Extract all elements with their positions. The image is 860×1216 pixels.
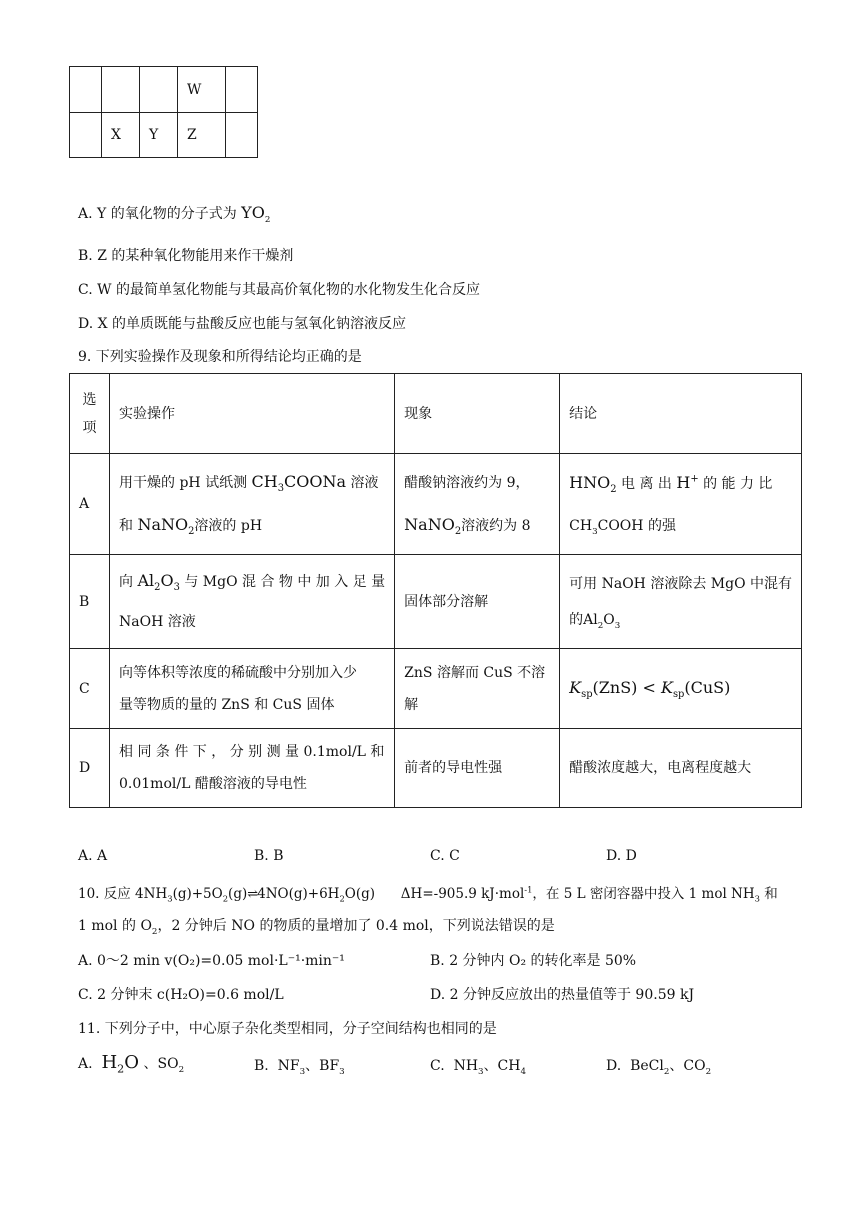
pt-cell xyxy=(226,113,258,158)
pt-cell-z: Z xyxy=(178,113,226,158)
q8-option-c: C. W 的最简单氢化物能与其最高价氧化物的水化物发生化合反应 xyxy=(78,282,480,298)
q9-title: 9. 下列实验操作及现象和所得结论均正确的是 xyxy=(78,349,362,365)
row-a-operation: 用干燥的 pH 试纸测 $CH_3COONa$ 溶液 和 NaNO$_2$溶液的 pH xyxy=(110,454,395,555)
row-d-operation: 相 同 条 件 下 ， 分 别 测 量 0.1mol/L 和 0.01mol/L 醋酸溶液的导电性 xyxy=(110,729,395,808)
q11-option-c: C. $NH_3$、$CH_4$ xyxy=(430,1058,527,1077)
pt-cell-x: X xyxy=(102,113,140,158)
q10-option-b: B. 2 分钟内 O₂ 的转化率是 50% xyxy=(430,953,637,969)
table-row-d xyxy=(70,729,802,808)
q10-line2: 1 mol 的 $O_2$，2 分钟后 NO 的物质的量增加了 0.4 mol，下列说法错误的是 xyxy=(78,918,555,937)
option-text: Y 的氧化物的分子式为 xyxy=(97,206,237,222)
row-b-conclusion: 可用 NaOH 溶液除去 MgO 中混有 的$Al_2O_3$ xyxy=(560,555,802,649)
option-label: A. xyxy=(78,206,93,222)
q10-option-c: C. 2 分钟末 c(H₂O)=0.6 mol/L xyxy=(78,987,284,1003)
row-label: B xyxy=(70,555,110,649)
q11-title: 11. 下列分子中，中心原子杂化类型相同，分子空间结构也相同的是 xyxy=(78,1021,497,1037)
row-c-conclusion: $K_{sp}(ZnS) < K_{sp}(CuS)$ xyxy=(560,649,802,729)
q9-option-d: D. D xyxy=(606,848,637,864)
table-row-a xyxy=(70,454,802,555)
pt-cell xyxy=(70,67,102,113)
q11-option-b: B. $NF_3$、$BF_3$ xyxy=(254,1058,345,1077)
row-c-operation: 向等体积等浓度的稀硫酸中分别加入少 量等物质的量的 ZnS 和 CuS 固体 xyxy=(110,649,395,729)
q9-table xyxy=(69,373,802,808)
row-d-conclusion: 醋酸浓度越大，电离程度越大 xyxy=(560,729,802,808)
pt-cell xyxy=(226,67,258,113)
row-c-phenomenon: ZnS 溶解而 CuS 不溶 解 xyxy=(395,649,560,729)
q8-option-d: D. X 的单质既能与盐酸反应也能与氢氧化钠溶液反应 xyxy=(78,316,407,332)
q9-option-b: B. B xyxy=(254,848,284,864)
table-row-b xyxy=(70,555,802,649)
pt-cell xyxy=(102,67,140,113)
q11-option-a: A. $H_2O$ 、$SO_2$ xyxy=(78,1052,185,1076)
row-b-operation: 向 $Al_2O_3$ 与 MgO 混 合 物 中 加 入 足 量 NaOH 溶液 xyxy=(110,555,395,649)
header-phenomenon: 现象 xyxy=(395,374,560,454)
q9-option-c: C. C xyxy=(430,848,460,864)
pt-cell xyxy=(140,67,178,113)
pt-cell xyxy=(70,113,102,158)
header-operation: 实验操作 xyxy=(110,374,395,454)
row-b-phenomenon: 固体部分溶解 xyxy=(395,555,560,649)
subscript: 2 xyxy=(264,214,271,225)
q10-option-d: D. 2 分钟反应放出的热量值等于 90.59 kJ xyxy=(430,987,695,1003)
q11-option-d: D. BeCl$_2$、$CO_2$ xyxy=(606,1058,712,1077)
row-a-conclusion: $HNO_2$ 电 离 出 H+ 的 能 力 比 $CH_3COOH$ 的强 xyxy=(560,454,802,555)
q9-option-a: A. A xyxy=(78,848,108,864)
q8-option-b: B. Z 的某种氧化物能用来作干燥剂 xyxy=(78,248,294,264)
table-row-c xyxy=(70,649,802,729)
pt-cell-w: W xyxy=(178,67,226,113)
table-header-row xyxy=(70,374,802,454)
row-label: C xyxy=(70,649,110,729)
q8-option-a xyxy=(78,203,270,223)
row-a-phenomenon: 醋酸钠溶液约为 9， NaNO$_2$溶液约为 8 xyxy=(395,454,560,555)
formula: YO xyxy=(241,203,265,222)
equilibrium-arrow-icon: ⇌ xyxy=(247,887,258,902)
periodic-table-fragment xyxy=(69,66,258,158)
q10-line1: 10. 反应 $4NH_3(g)+5O_2(g)\rightleftharpoons 4NO(g)+6H_2O(g)$ ΔH=-905.9 kJ·mol$^{-1}$，在 5 L 密闭容器中投入 1 mol $NH_3$ 和 xyxy=(78,884,778,904)
pt-cell-y: Y xyxy=(140,113,178,158)
header-conclusion: 结论 xyxy=(560,374,802,454)
row-d-phenomenon: 前者的导电性强 xyxy=(395,729,560,808)
row-label: D xyxy=(70,729,110,808)
row-label: A xyxy=(70,454,110,555)
q10-option-a: A. 0～2 min v(O₂)=0.05 mol·L⁻¹·min⁻¹ xyxy=(78,953,345,969)
header-option: 选 项 xyxy=(70,374,110,454)
